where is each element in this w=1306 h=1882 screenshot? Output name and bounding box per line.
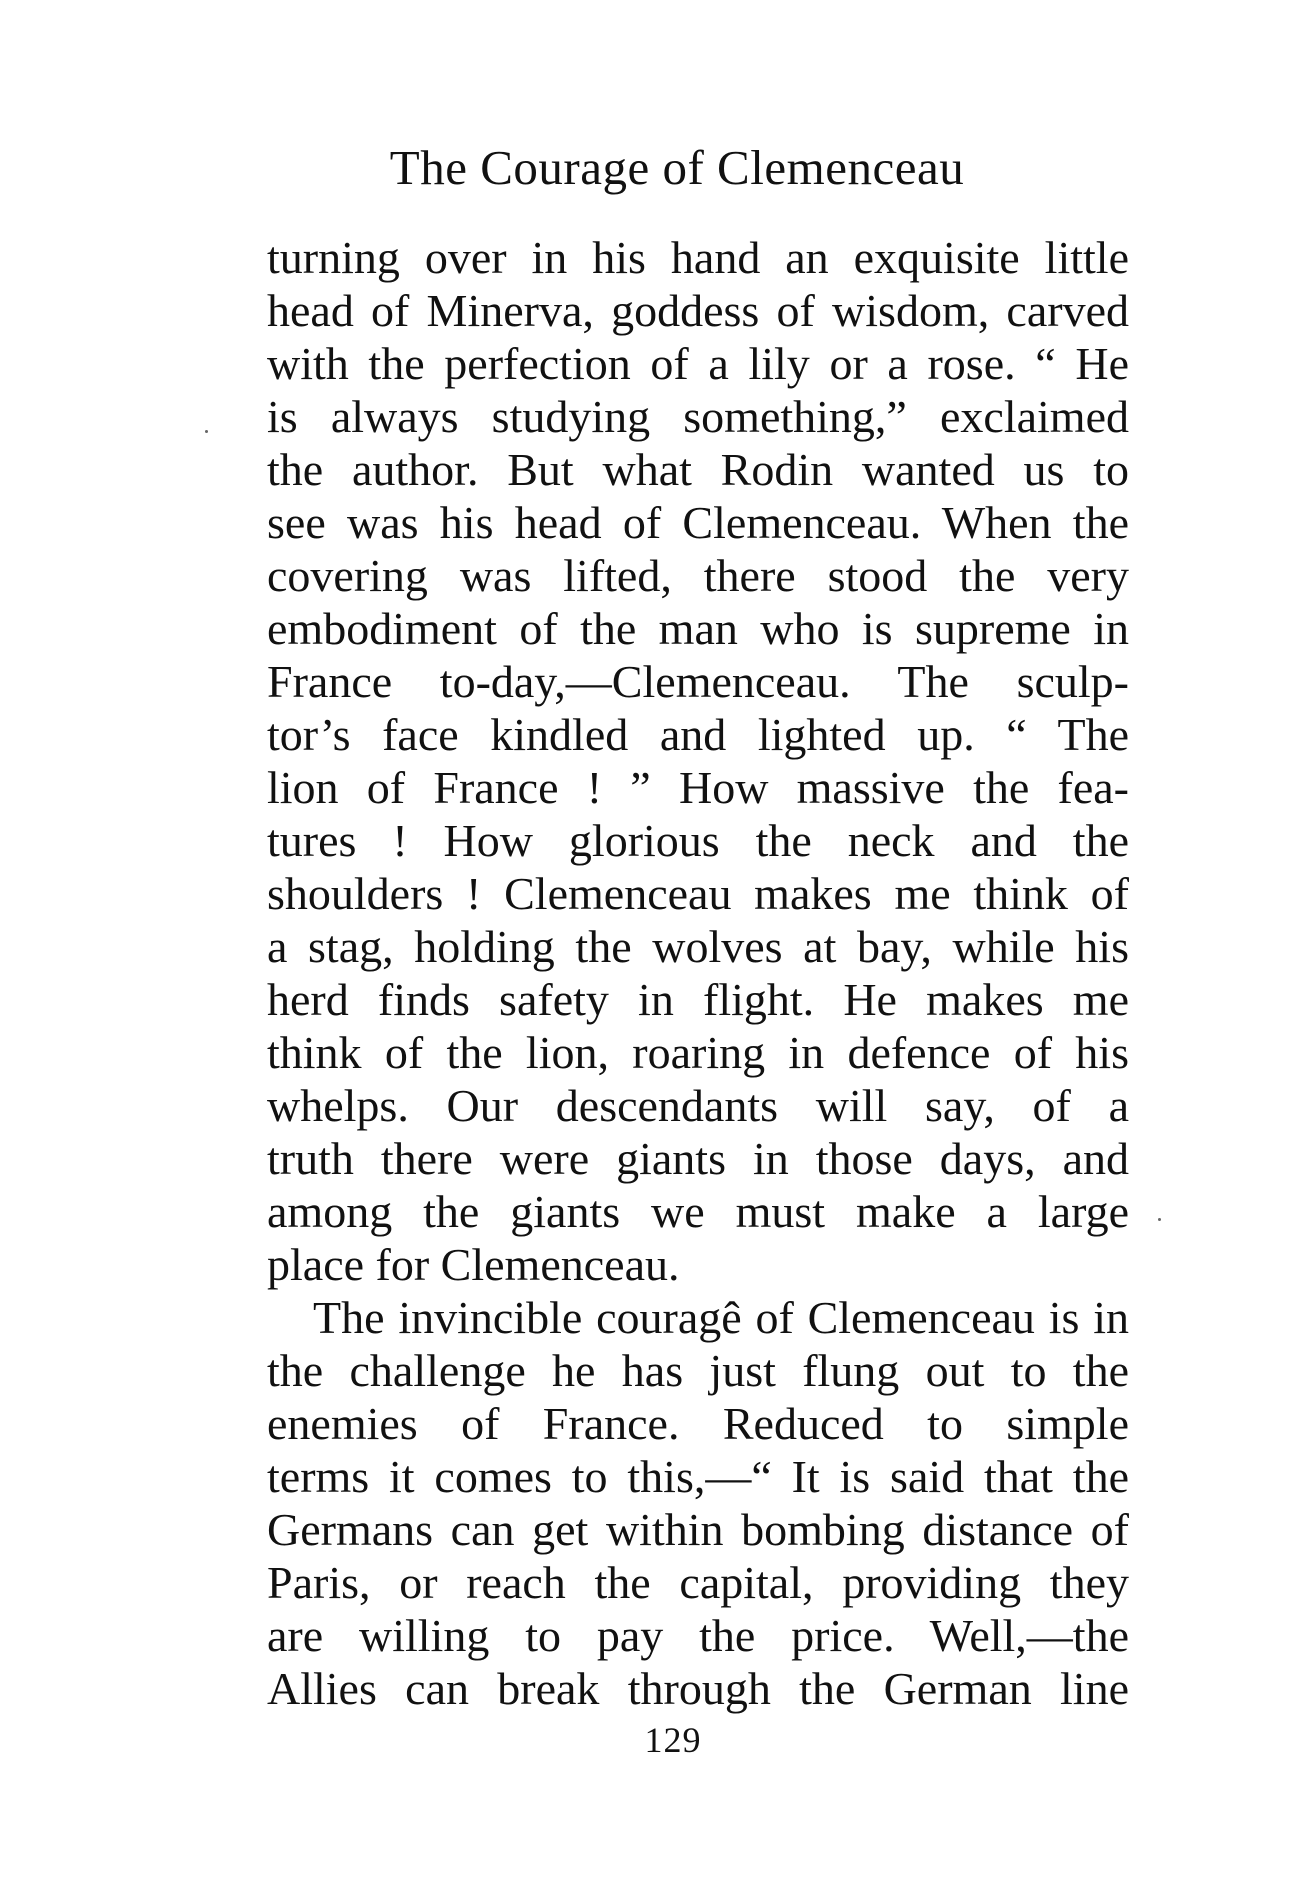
text-line: truth there were giants in those days, and [267,1133,1129,1184]
paper-speck [1158,1218,1161,1221]
text-line: think of the lion, roaring in defence of his [267,1027,1129,1078]
text-line: Paris, or reach the capital, providing they [267,1557,1129,1608]
text-line: turning over in his hand an exquisite little [267,232,1129,283]
text-line: the author. But what Rodin wanted us to [267,444,1129,495]
text-line: terms it comes to this,—“ It is said that the [267,1451,1129,1502]
paper-speck [205,430,208,433]
text-line: the challenge he has just flung out to the [267,1345,1129,1396]
text-line: is always studying something,” exclaimed [267,391,1129,442]
paragraph-end-line: place for Clemenceau. [267,1239,680,1290]
text-line: Germans can get within bombing distance of [267,1504,1129,1555]
text-line: shoulders ! Clemenceau makes me think of [267,868,1129,919]
text-line: are willing to pay the price. Well,—the [267,1610,1129,1661]
text-line: herd finds safety in flight. He makes me [267,974,1129,1025]
text-line: among the giants we must make a large [267,1186,1129,1237]
paragraph-start-line: The invincible couragê of Clemenceau is in [313,1292,1129,1343]
text-line: with the perfection of a lily or a rose. “ He [267,338,1129,389]
text-line: embodiment of the man who is supreme in [267,603,1129,654]
running-head: The Courage of Clemenceau [389,140,965,195]
page-number: 129 [644,1720,702,1760]
text-line: tures ! How glorious the neck and the [267,815,1129,866]
text-line: see was his head of Clemenceau. When the [267,497,1129,548]
text-line: whelps. Our descendants will say, of a [267,1080,1129,1131]
text-line: lion of France ! ” How massive the fea- [267,762,1129,813]
body-text [267,231,1129,1715]
text-line: enemies of France. Reduced to simple [267,1398,1129,1449]
text-line: France to-day,—Clemenceau. The sculp- [267,656,1129,707]
text-line: Allies can break through the German line [267,1663,1129,1714]
text-line: covering was lifted, there stood the very [267,550,1129,601]
text-line: a stag, holding the wolves at bay, while his [267,921,1129,972]
text-line: tor’s face kindled and lighted up. “ The [267,709,1129,760]
text-line: head of Minerva, goddess of wisdom, carved [267,285,1129,336]
